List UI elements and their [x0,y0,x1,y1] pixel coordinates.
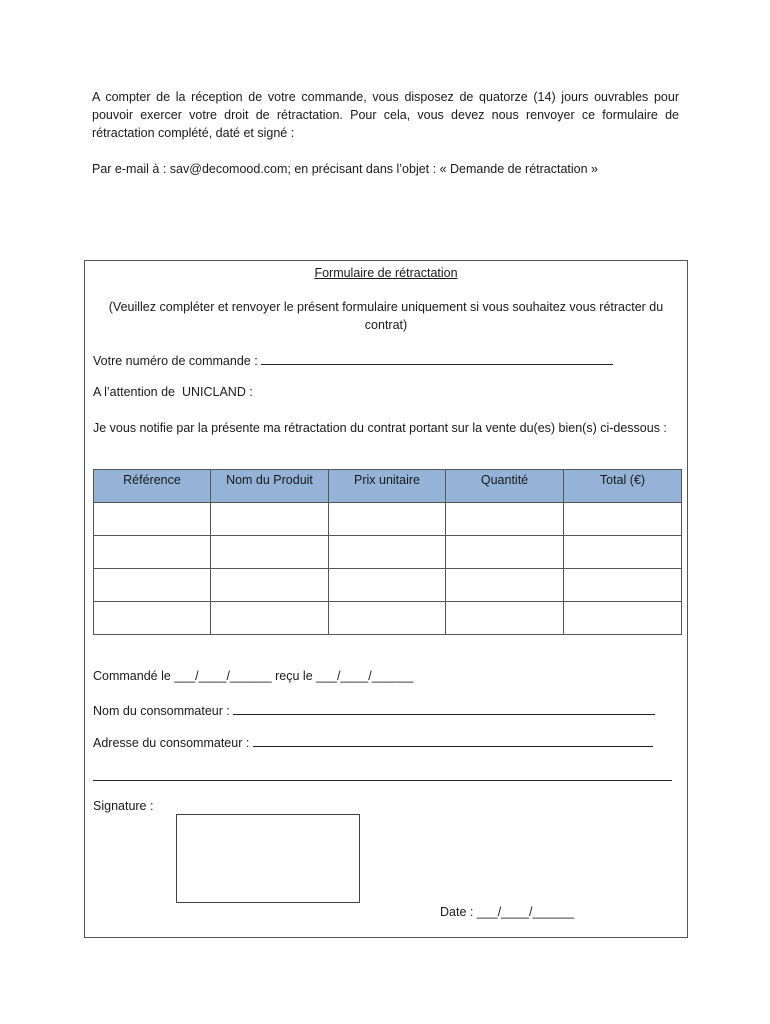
table-row [94,569,682,602]
date-label: Date : [440,905,474,919]
attention-label: A l’attention de [93,385,176,399]
attention-company: UNICLAND : [181,385,253,399]
date-row [440,903,574,921]
received-label: reçu le [275,669,313,683]
consumer-address-row [93,733,653,752]
signature-box[interactable] [176,814,360,903]
table-row [94,503,682,536]
order-number-row [93,351,613,370]
table-cell[interactable] [329,569,446,602]
column-header-product-name: Nom du Produit [211,470,329,503]
column-header-reference: Référence [94,470,211,503]
consumer-name-field[interactable] [233,701,655,715]
table-cell[interactable] [564,602,682,635]
intro-paragraph: A compter de la réception de votre commande, vous disposez de quatorze (14) jours ouvrables pour pouvoir exercer votre droit de rétractation. Pour cela, vous devez nous renvoyer ce formulaire de rétractation complété, daté et signé : [92,90,679,140]
ordered-label: Commandé le [93,669,171,683]
table-cell[interactable] [94,503,211,536]
table-cell[interactable] [446,569,564,602]
received-date-field[interactable]: ___/____/______ [316,669,414,683]
table-cell[interactable] [564,536,682,569]
column-header-total: Total (€) [564,470,682,503]
column-header-unit-price: Prix unitaire [329,470,446,503]
signature-label: Signature : [93,799,154,813]
table-cell[interactable] [211,602,329,635]
table-cell[interactable] [329,536,446,569]
table-cell[interactable] [94,602,211,635]
order-number-label: Votre numéro de commande : [93,354,258,368]
consumer-address-label: Adresse du consommateur : [93,736,250,750]
table-cell[interactable] [211,569,329,602]
table-cell[interactable] [329,503,446,536]
order-number-field[interactable] [261,351,613,365]
notify-text: Je vous notifie par la présente ma rétractation du contrat portant sur la vente du(es) bien(s) ci-dessous : [93,421,667,435]
table-cell[interactable] [94,569,211,602]
table-row [94,536,682,569]
table-cell[interactable] [564,569,682,602]
column-header-quantity: Quantité [446,470,564,503]
ordered-date-field[interactable]: ___/____/______ [174,669,272,683]
consumer-address-field[interactable] [253,733,653,747]
table-cell[interactable] [446,602,564,635]
table-cell[interactable] [329,602,446,635]
retraction-form [84,260,688,938]
table-row [94,602,682,635]
products-table [93,469,682,635]
table-cell[interactable] [446,503,564,536]
consumer-address-line-2[interactable] [93,780,672,781]
consumer-name-label: Nom du consommateur : [93,704,230,718]
email-instructions: Par e-mail à : sav@decomood.com; en précisant dans l’objet : « Demande de rétractation » [92,162,599,176]
form-instructions: (Veuillez compléter et renvoyer le présent formulaire uniquement si vous souhaitez vous rétracter du contrat) [108,300,664,332]
table-cell[interactable] [446,536,564,569]
table-cell[interactable] [211,536,329,569]
date-field[interactable]: ___/____/______ [476,905,575,919]
table-header-row [94,470,682,503]
table-cell[interactable] [564,503,682,536]
attention-row [93,383,253,401]
form-title: Formulaire de rétractation [314,266,458,280]
table-cell[interactable] [94,536,211,569]
table-cell[interactable] [211,503,329,536]
consumer-name-row [93,701,655,720]
order-dates-row [93,667,413,685]
